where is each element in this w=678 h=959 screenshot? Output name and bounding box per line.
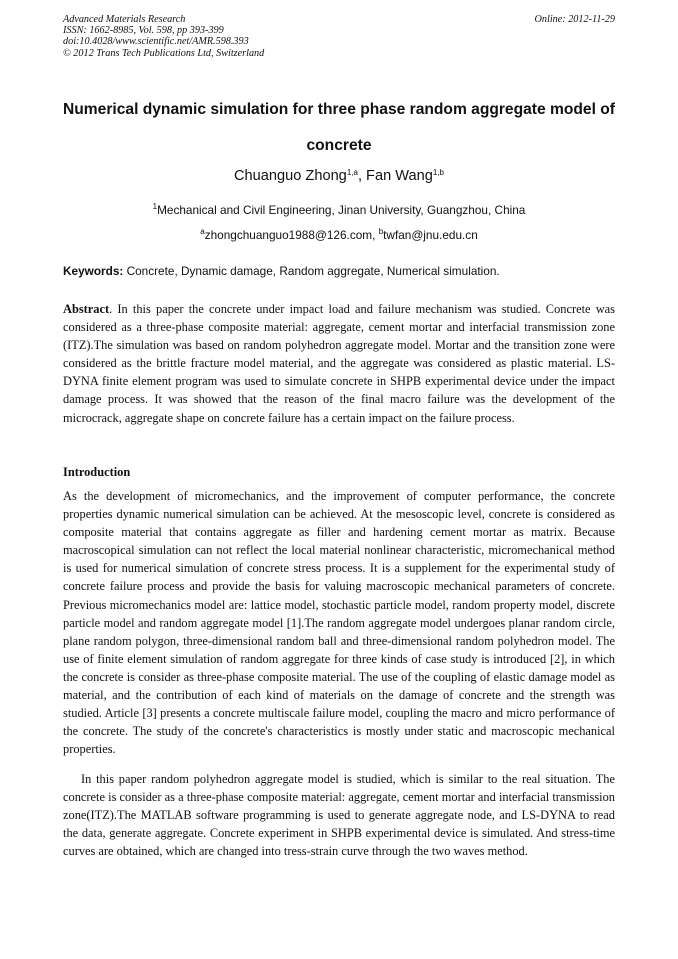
affiliation	[0, 203, 678, 217]
keywords	[63, 264, 623, 278]
journal-header	[63, 14, 615, 59]
email-superscript: a	[200, 227, 205, 236]
online-date: Online: 2012-11-29	[534, 14, 615, 25]
issn-line: ISSN: 1662-8985, Vol. 598, pp 393-399	[63, 25, 224, 37]
author-line	[0, 168, 678, 184]
paper-title: Numerical dynamic simulation for three phase random aggregate model of concrete	[63, 101, 615, 154]
keywords-text: Concrete, Dynamic damage, Random aggregate, Numerical simulation.	[123, 264, 500, 278]
section-heading: Introduction	[63, 465, 131, 479]
copyright-line: © 2012 Trans Tech Publications Ltd, Switzerland	[63, 47, 265, 59]
author-name: Fan Wang	[366, 168, 433, 184]
abstract-label: Abstract	[63, 302, 110, 316]
email-address[interactable]: zhongchuanguo1988@126.com,	[204, 228, 379, 242]
journal-name: Advanced Materials Research	[63, 14, 186, 25]
email-address[interactable]: twfan@jnu.edu.cn	[383, 228, 478, 242]
email-line	[0, 228, 678, 242]
introduction-paragraph: In this paper random polyhedron aggregate model is studied, which is similar to the real situation. The concrete is consider as a three-phase composite material: aggregate, cement mortar and interfacial transmission zone(ITZ).The MATLAB software programming is used to generate aggregate node, and LS-DYNA to read the data, generate aggregate. Concrete experiment in SHPB experimental device is simulated. And stress-time curves are obtained, which are changed into tress-strain curve through the two waves method.	[63, 772, 615, 859]
author-name: Chuanguo Zhong	[234, 168, 347, 184]
abstract-text: . In this paper the concrete under impact load and failure mechanism was studied. Concrete was considered as a three-phase composite material: aggregate, cement mortar and interfacial transmission zone (ITZ).The simulation was based on random polyhedron aggregate model. Mortar and the transition zone were considered as the brittle fracture model material, and the aggregate was considered as plastic material. LS-DYNA finite element program was used to simulate concrete in SHPB experimental device under the impact damage process. It was showed that the reason of the final macro failure was the development of the microcrack, aggregate shape on concrete failure has a certain impact on the failure process.	[63, 302, 615, 425]
affiliation-superscript: 1	[152, 202, 158, 211]
keywords-label: Keywords:	[63, 264, 124, 278]
author-superscript: 1,b	[432, 168, 444, 177]
doi-line: doi:10.4028/www.scientific.net/AMR.598.393	[63, 36, 249, 48]
abstract	[63, 300, 615, 427]
author-separator: ,	[357, 168, 367, 184]
author-superscript: 1,a	[346, 168, 358, 177]
email-superscript: b	[378, 227, 384, 236]
introduction-paragraph: As the development of micromechanics, and the improvement of computer performance, the concrete properties dynamic numerical simulation can be achieved. At the mesoscopic level, concrete is considered as composite material that contains aggregate as filler and hardening cement mortar as matrix. Because macroscopical simulation can not reflect the local material nonlinear characteristic, micromechanical method is used for numerical simulation of concrete stress process. It is a supplement for the experimental study of concrete failure process and provide the basis for valuing macroscopic mechanical parameters of concrete. Previous micromechanics model are: lattice model, stochastic particle model, random property model, discrete particle model and random aggregate model [1].The random aggregate model undergoes planar random circle, plane random polygon, three-dimensional random ball and three-dimensional random polyhedron model. The use of finite element simulation of random aggregate for three kinds of case study is introduced [2], in which the concrete is consider as three-phase composite material. The use of the coupling of elastic damage model as material, and the contribution of each kind of materials on the damage of concrete and the strength was studied. Article [3] presents a concrete multiscale failure model, coupling the macro and micro performance of the concrete. The study of the concrete's characteristics is mostly under static and macroscopic mechanical properties.	[63, 489, 615, 757]
affiliation-text: Mechanical and Civil Engineering, Jinan University, Guangzhou, China	[157, 203, 526, 217]
